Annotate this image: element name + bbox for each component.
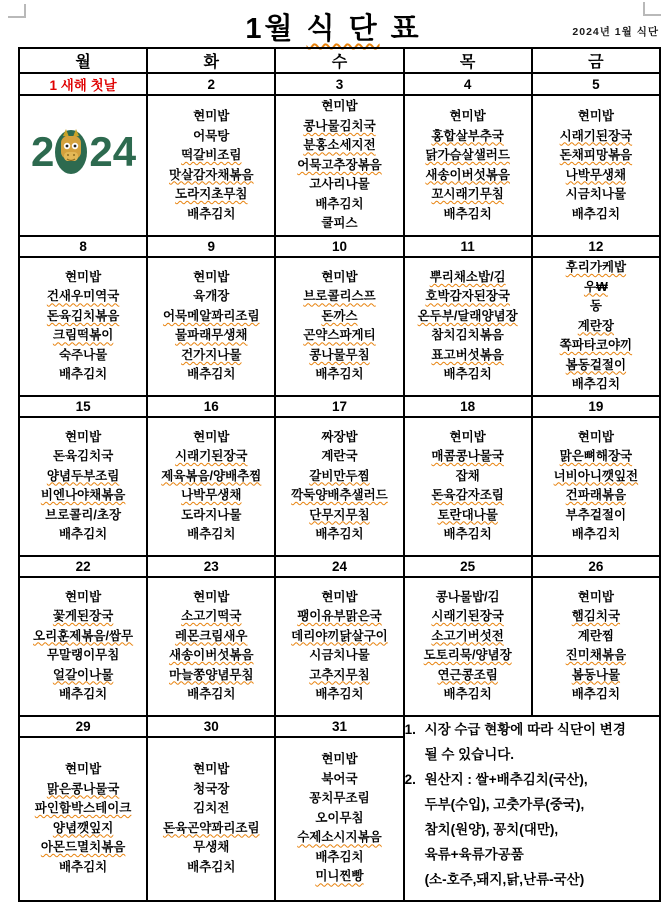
date-cell: 9 [147, 236, 275, 257]
menu-item: 후리가케밥 [565, 260, 627, 274]
menu-cell [404, 257, 532, 396]
menu-item: 홍합살부추국 [431, 128, 504, 143]
menu-item: 돈육곤약꽈리조림 [162, 820, 260, 835]
menu-item: 배추김치 [187, 859, 236, 874]
menu-list [276, 428, 402, 545]
menu-item: 배추김치 [571, 377, 621, 391]
menu-item: 뿌리채소밥/김 [429, 269, 506, 284]
menu-item: 현미밥 [193, 762, 230, 776]
menu-item: 건파래볶음 [565, 488, 627, 502]
menu-item: 현미밥 [321, 589, 358, 604]
menu-list [276, 750, 402, 887]
year-digit: 4 [112, 127, 136, 175]
year-digit: 2 [89, 127, 112, 175]
menu-item: 현미밥 [193, 109, 230, 123]
menu-item: 미니찐빵 [315, 869, 364, 884]
menu-item: 배추김치 [315, 367, 364, 382]
date-row [19, 716, 660, 737]
menu-item: 시금치나물 [309, 648, 370, 662]
title-prefix: 1월 [245, 13, 307, 45]
menu-list [405, 428, 531, 545]
menu-list [148, 760, 274, 877]
menu-item: 물파래무생채 [175, 328, 248, 343]
menu-item: 오리훈제볶음/쌈무 [33, 628, 134, 643]
menu-item: 봄동겉절이 [565, 357, 627, 372]
date-cell: 11 [404, 236, 532, 257]
menu-item: 배추김치 [58, 527, 108, 541]
menu-item: 배추김치 [58, 367, 108, 382]
menu-item: 배추김치 [443, 527, 492, 541]
menu-item: 파인함박스테이크 [34, 801, 132, 815]
menu-list [148, 428, 274, 545]
menu-list [148, 588, 274, 705]
menu-cell [147, 737, 275, 901]
menu-item: 배추김치 [187, 527, 236, 541]
menu-item: 시래기된장국 [559, 128, 633, 143]
menu-item: 레몬크림새우 [175, 628, 248, 643]
menu-cell [147, 417, 275, 556]
menu-item: 배추김치 [187, 687, 236, 701]
menu-item: 부추겉절이 [565, 507, 627, 522]
menu-item: 현미밥 [193, 429, 230, 444]
date-cell: 18 [404, 396, 532, 417]
date-cell: 19 [532, 396, 660, 417]
menu-list [276, 97, 402, 234]
menu-item: 잡채 [455, 468, 480, 483]
menu-list [20, 588, 146, 705]
menu-item: 호박감자된장국 [425, 289, 510, 304]
date-cell: 31 [275, 716, 403, 737]
menu-list [20, 428, 146, 545]
weekday-header-row [19, 48, 660, 73]
menu-item: 깍둑양배추샐러드 [291, 488, 388, 502]
menu-item: 현미밥 [193, 269, 230, 284]
menu-row [19, 95, 660, 236]
menu-item: 배추김치 [315, 196, 364, 211]
menu-cell [275, 95, 403, 236]
menu-item: 돈까스 [321, 308, 358, 323]
menu-item: 표고버섯볶음 [431, 347, 504, 362]
menu-list [533, 258, 659, 395]
menu-item: 고추지무침 [309, 667, 370, 682]
menu-item: 도라지초무침 [175, 187, 248, 201]
note-text: 원산지 : 쌀+배추김치(국산), [424, 771, 588, 787]
new-year-2024-image-cell [19, 95, 147, 236]
menu-item: 시래기된장국 [431, 609, 504, 623]
menu-item: 콩나물김치국 [303, 118, 376, 133]
menu-item: 어묵고추장볶음 [297, 157, 382, 172]
menu-item: 무생채 [193, 840, 230, 854]
menu-list [405, 588, 531, 705]
menu-item: 데리야끼닭살구이 [291, 628, 388, 643]
menu-item: 꽃게된장국 [52, 609, 114, 623]
date-row [19, 73, 660, 95]
menu-item: 맑은뼈해장국 [559, 449, 633, 463]
date-cell: 29 [19, 716, 147, 737]
menu-item: 짜장밥 [321, 429, 358, 444]
menu-item: 배추김치 [187, 206, 236, 221]
menu-cell [19, 417, 147, 556]
note-number: 1. [404, 721, 416, 737]
notes-cell [404, 716, 660, 901]
menu-item: 쪽파타코야끼 [559, 338, 633, 352]
menu-item: 시금치나물 [565, 187, 627, 201]
date-row [19, 396, 660, 417]
menu-item: 현미밥 [64, 269, 102, 284]
date-row [19, 556, 660, 577]
menu-item: 제육볶음/양배추찜 [161, 468, 262, 483]
menu-item: 배추김치 [187, 367, 236, 382]
menu-list [276, 588, 402, 705]
menu-item: 배추김치 [571, 527, 621, 541]
menu-item: 양념깻잎지 [52, 820, 114, 835]
menu-item: 시래기된장국 [175, 449, 248, 463]
menu-list [276, 268, 402, 385]
day-header-fri: 금 [532, 48, 660, 73]
menu-item: 맛살감자채볶음 [169, 167, 254, 182]
date-cell: 23 [147, 556, 275, 577]
menu-item: 팽이유부맑은국 [297, 609, 382, 623]
menu-item: 배추김치 [571, 206, 621, 221]
menu-cell [19, 577, 147, 716]
menu-item: 크림떡볶이 [52, 328, 114, 343]
menu-item: 콩나물밥/김 [435, 589, 500, 604]
menu-item: 닭가슴살샐러드 [425, 148, 510, 162]
menu-item: 브로콜리/초장 [45, 507, 122, 522]
menu-item: 봄동나물 [571, 667, 621, 682]
menu-cell [275, 577, 403, 716]
menu-item: 얼갈이나물 [52, 667, 114, 682]
menu-item: 배추김치 [571, 687, 621, 701]
menu-item: 어묵메알꽈리조림 [162, 308, 260, 323]
menu-item: 오이무침 [315, 810, 364, 825]
date-cell: 24 [275, 556, 403, 577]
menu-item: 나박무생채 [565, 167, 627, 182]
menu-item: 건가지나물 [181, 347, 242, 362]
menu-item: 도토리묵/양념장 [423, 648, 512, 662]
note-text: 두부(수입), 고춧가루(중국), [424, 796, 585, 812]
menu-item: 우₩ [583, 279, 608, 294]
date-cell: 17 [275, 396, 403, 417]
day-header-wed: 수 [275, 48, 403, 73]
menu-cell [404, 417, 532, 556]
date-cell: 4 [404, 73, 532, 95]
menu-item: 현미밥 [449, 429, 486, 444]
menu-cell [532, 95, 660, 236]
note-line [405, 817, 659, 842]
menu-item: 콩나물무침 [309, 347, 370, 362]
menu-item: 배추김치 [315, 849, 364, 864]
menu-item: 현미밥 [193, 589, 230, 604]
menu-item: 맑은콩나물국 [46, 781, 120, 796]
date-cell: 10 [275, 236, 403, 257]
title-suffix: 표 [379, 13, 422, 45]
menu-list [20, 760, 146, 877]
menu-cell [275, 257, 403, 396]
menu-item: 브로콜리스프 [303, 289, 376, 304]
menu-row [19, 577, 660, 716]
note-text: 시장 수급 현황에 따라 식단이 변경 [424, 721, 626, 737]
menu-list [533, 107, 659, 224]
menu-cell [404, 577, 532, 716]
page-title [0, 6, 667, 47]
date-cell: 22 [19, 556, 147, 577]
menu-cell [275, 737, 403, 901]
note-line [405, 742, 659, 767]
date-cell: 8 [19, 236, 147, 257]
date-cell: 15 [19, 396, 147, 417]
menu-row [19, 257, 660, 396]
menu-item: 계란장 [577, 318, 614, 333]
menu-cell [147, 257, 275, 396]
note-text: 육류+육류가공품 [424, 846, 524, 862]
menu-item: 배추김치 [443, 206, 492, 221]
menu-item: 계란국 [321, 449, 358, 463]
menu-item: 돈육감자조림 [431, 488, 504, 502]
menu-item: 양념두부조림 [46, 468, 120, 483]
menu-item: 현미밥 [321, 269, 358, 284]
menu-table [18, 47, 661, 902]
menu-item: 햄김치국 [571, 609, 621, 623]
menu-item: 아몬드멸치볶음 [40, 840, 126, 854]
menu-item: 돈육김치볶음 [46, 308, 120, 323]
menu-item: 배추김치 [58, 687, 108, 701]
menu-item: 육개장 [193, 289, 230, 304]
menu-item: 비엔나야채볶음 [40, 488, 126, 502]
menu-item: 현미밥 [321, 99, 358, 114]
menu-item: 너비아니깻잎전 [553, 468, 639, 483]
menu-item: 배추김치 [443, 367, 492, 382]
dragon-face-icon [54, 128, 88, 175]
menu-item: 현미밥 [577, 589, 614, 604]
menu-list [405, 107, 531, 224]
menu-item: 마늘쫑양념무침 [169, 667, 254, 682]
note-text: 될 수 있습니다. [424, 746, 515, 762]
day-header-thu: 목 [404, 48, 532, 73]
date-cell: 26 [532, 556, 660, 577]
menu-item: 단무지무침 [309, 507, 370, 522]
date-cell: 12 [532, 236, 660, 257]
note-line [405, 867, 659, 892]
menu-list [148, 107, 274, 224]
date-cell: 25 [404, 556, 532, 577]
menu-item: 꼬시래기무침 [431, 187, 504, 201]
menu-item: 현미밥 [321, 752, 358, 767]
menu-item: 고사리나물 [309, 177, 370, 192]
menu-item: 숙주나물 [58, 347, 108, 362]
new-year-2024-artwork [20, 128, 146, 176]
menu-item: 떡갈비조림 [181, 148, 242, 162]
menu-cell [532, 577, 660, 716]
menu-cell [532, 257, 660, 396]
menu-item: 쿨피스 [321, 216, 358, 231]
menu-item: 소고기버섯전 [431, 628, 504, 643]
menu-cell [19, 737, 147, 901]
menu-list [405, 268, 531, 385]
menu-cell [147, 577, 275, 716]
menu-list [533, 428, 659, 545]
year-digit: 2 [31, 127, 54, 175]
menu-item: 배추김치 [315, 687, 364, 701]
menu-item: 현미밥 [64, 762, 102, 776]
menu-item: 배추김치 [315, 527, 364, 541]
note-number: 2. [404, 771, 416, 787]
day-header-mon: 월 [19, 48, 147, 73]
menu-item: 꽁치무조림 [309, 791, 370, 806]
menu-item: 청국장 [193, 781, 230, 796]
menu-item: 동 [589, 299, 602, 313]
menu-item: 북어국 [321, 771, 358, 786]
note-line [405, 842, 659, 867]
menu-list [533, 588, 659, 705]
menu-item: 새송이버섯볶음 [425, 167, 510, 182]
title-underlined-segment: 식 단 [306, 13, 380, 45]
menu-cell [404, 95, 532, 236]
menu-item: 매콤콩나물국 [431, 449, 504, 463]
menu-item: 배추김치 [58, 859, 108, 874]
note-text: 참치(원양), 꽁치(대만), [424, 821, 559, 837]
menu-item: 무말랭이무침 [46, 648, 120, 662]
menu-item: 진미채볶음 [565, 648, 627, 662]
menu-item: 계란찜 [577, 628, 614, 643]
menu-cell [532, 417, 660, 556]
menu-item: 수제소시지볶음 [297, 830, 382, 845]
date-cell: 2 [147, 73, 275, 95]
date-cell: 16 [147, 396, 275, 417]
menu-list [148, 268, 274, 385]
menu-item: 배추김치 [443, 687, 492, 701]
menu-list [20, 268, 146, 385]
menu-item: 돈채피망볶음 [559, 148, 633, 162]
note-line [405, 792, 659, 817]
menu-item: 갈비만두찜 [309, 468, 370, 483]
note-line [405, 717, 659, 742]
date-row [19, 236, 660, 257]
note-line [405, 767, 659, 792]
menu-item: 현미밥 [64, 589, 102, 604]
menu-row [19, 417, 660, 556]
menu-cell [147, 95, 275, 236]
menu-cell [275, 417, 403, 556]
menu-item: 김치전 [193, 801, 230, 815]
menu-cell [19, 257, 147, 396]
menu-item: 소고기떡국 [181, 609, 242, 623]
date-cell: 30 [147, 716, 275, 737]
menu-item: 나박무생채 [181, 488, 242, 502]
menu-item: 현미밥 [577, 109, 614, 123]
menu-item: 온두부/달래양념장 [417, 308, 518, 323]
menu-item: 어묵탕 [193, 128, 230, 143]
page-subtitle: 2024년 1월 식단 [572, 26, 659, 38]
menu-item: 도라지나물 [181, 507, 242, 522]
menu-item: 토란대나물 [437, 507, 498, 522]
menu-item: 곤약스파게티 [303, 328, 376, 343]
date-cell: 3 [275, 73, 403, 95]
menu-item: 참치김치볶음 [431, 328, 504, 343]
date-cell-holiday: 1 새해 첫날 [19, 73, 147, 95]
menu-item: 현미밥 [577, 429, 614, 444]
day-header-tue: 화 [147, 48, 275, 73]
note-text: (소-호주,돼지,닭,난류-국산) [424, 871, 585, 887]
menu-item: 건새우미역국 [46, 289, 120, 304]
menu-item: 새송이버섯볶음 [169, 648, 254, 662]
menu-item: 현미밥 [64, 429, 102, 444]
menu-item: 돈육김치국 [52, 449, 114, 463]
date-cell: 5 [532, 73, 660, 95]
menu-item: 현미밥 [449, 109, 486, 123]
menu-item: 분홍소세지전 [303, 138, 376, 153]
menu-item: 연근콩조림 [437, 667, 498, 682]
